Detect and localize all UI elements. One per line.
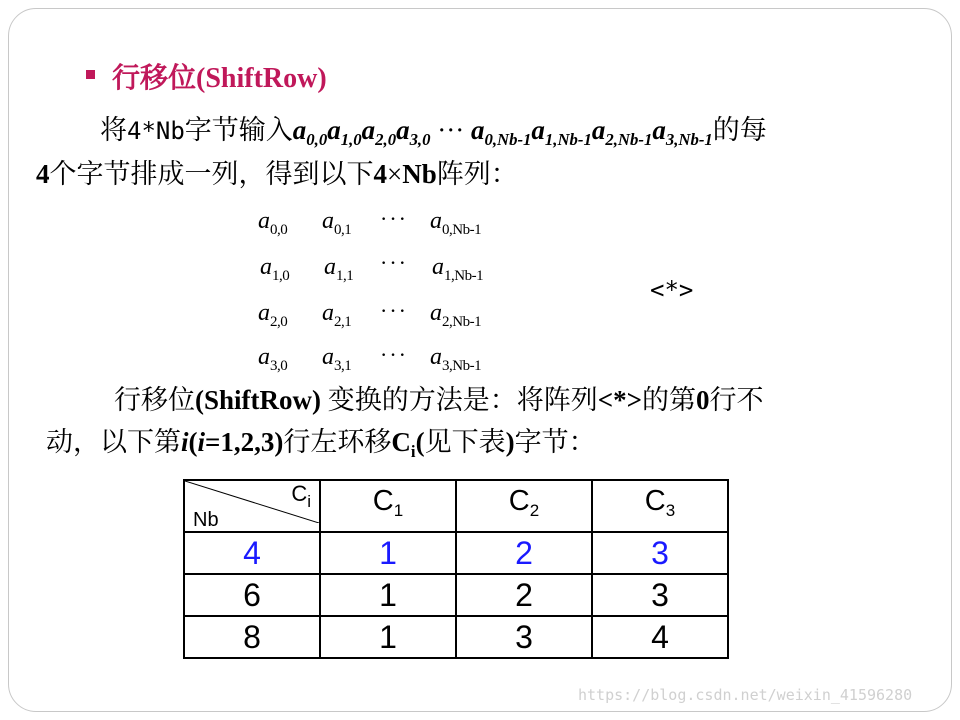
matrix-cell: $a_{0,Nb-1}$ [430, 208, 482, 238]
table-cell: 1 [320, 574, 456, 616]
matrix-cell: $a_{1,0}$ [260, 254, 290, 284]
matrix-cell: $a_{1,1}$ [324, 254, 354, 284]
corner-ci-label: $C_i$ [291, 481, 311, 511]
shift-offset-table [183, 479, 729, 659]
table-cell: 2 [456, 574, 592, 616]
matrix-cell: $a_{0,1}$ [322, 208, 352, 238]
table-header-c2: $C_2$ [456, 480, 592, 532]
table-cell: 6 [184, 574, 320, 616]
table-cell: 3 [592, 532, 728, 574]
matrix-cell: $a_{3,1}$ [322, 344, 352, 374]
table-cell: 8 [184, 616, 320, 658]
matrix-cell: $a_{3,0}$ [258, 344, 288, 374]
matrix-cell: $a_{2,0}$ [258, 300, 288, 330]
matrix-ellipsis: ··· [380, 342, 408, 367]
matrix-cell: $a_{0,0}$ [258, 208, 288, 238]
table-row [184, 616, 728, 658]
watermark-url: https://blog.csdn.net/weixin_41596280 [578, 686, 913, 704]
paragraph-method-line1: 行移位(ShiftRow) 变换的方法是：将阵列<*>的第0行不 [114, 385, 764, 415]
table-cell: 1 [320, 532, 456, 574]
matrix-cell: $a_{2,Nb-1}$ [430, 300, 482, 330]
table-cell: 2 [456, 532, 592, 574]
matrix-marker-label: <*> [650, 276, 694, 304]
table-row [184, 532, 728, 574]
bullet-square-icon [86, 70, 95, 79]
table-cell: 3 [456, 616, 592, 658]
table-header-c1: $C_1$ [320, 480, 456, 532]
matrix-cell: $a_{2,1}$ [322, 300, 352, 330]
table-cell: 4 [592, 616, 728, 658]
table-header-row [184, 480, 728, 532]
table-cell: 3 [592, 574, 728, 616]
paragraph-intro-line1: 将4*Nb字节输入$a_{0,0}a_{1,0}a_{2,0}a_{3,0}$ ··· $a_{0,Nb-1}a_{1,Nb-1}a_{2,Nb-1}a_{3,Nb-1}$的每 [100, 115, 767, 149]
slide-title: 行移位(ShiftRow) [112, 63, 327, 94]
paragraph-method-line2: 动，以下第i(i=1,2,3)行左环移$C_i$(见下表)字节： [46, 427, 596, 461]
matrix-ellipsis: ··· [380, 206, 408, 231]
table-corner-cell [184, 480, 320, 532]
table-cell: 1 [320, 616, 456, 658]
matrix-ellipsis: ··· [380, 250, 408, 275]
corner-nb-label: Nb [193, 508, 219, 531]
paragraph-intro-line2: 4个字节排成一列，得到以下4×Nb阵列： [36, 159, 518, 189]
matrix-ellipsis: ··· [380, 298, 408, 323]
table-row [184, 574, 728, 616]
table-header-c3: $C_3$ [592, 480, 728, 532]
matrix-cell: $a_{3,Nb-1}$ [430, 344, 482, 374]
table-cell: 4 [184, 532, 320, 574]
matrix-cell: $a_{1,Nb-1}$ [432, 254, 484, 284]
